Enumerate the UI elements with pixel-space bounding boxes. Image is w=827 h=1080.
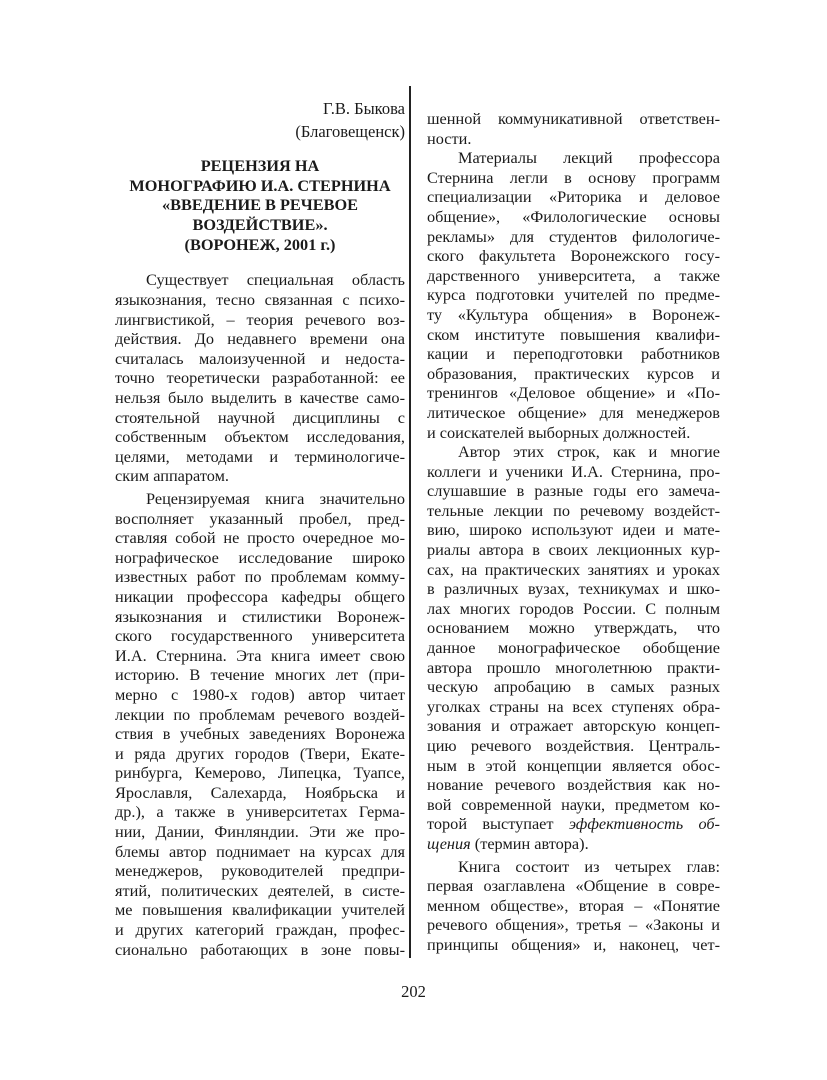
text-line: первая озаглавлена «Общение в совре-: [427, 876, 720, 896]
column-divider: [409, 86, 411, 958]
text-line: ме повышения квалификации учителей: [115, 900, 405, 920]
text-line: зования и отражает авторскую концеп-: [427, 716, 720, 736]
text-line: целями, методами и терминологиче-: [115, 446, 405, 466]
text-line: вию, широко используют идеи и мате-: [427, 520, 720, 540]
text-line: общение», «Филологические основы: [427, 206, 720, 226]
text-line: литическое общение» для менеджеров: [427, 402, 720, 422]
text-line: шенной коммуникативной ответствен-: [427, 109, 720, 128]
text-line: стоятельной научной дисциплины с: [115, 407, 405, 427]
text-line: ринбурга, Кемерово, Липецка, Туапсе,: [115, 763, 405, 783]
author-name: Г.В. Быкова: [323, 99, 405, 118]
title-line: РЕЦЕНЗИЯ НА: [200, 156, 320, 175]
paragraph: [427, 442, 720, 853]
text-line: тельные лекции по речевому воздейст-: [427, 500, 720, 520]
author-city: (Благовещенск): [295, 122, 405, 141]
text-line: ставляя собой не просто очередное мо-: [115, 528, 405, 548]
text-line: риалы автора в своих лекционных кур-: [427, 540, 720, 560]
text-line: нографическое исследование широко: [115, 547, 405, 567]
text-line: ным в этой концепции является обос-: [427, 755, 720, 775]
text-line: лах многих городов России. С полным: [427, 598, 720, 618]
text-line: И.А. Стернина. Эта книга имеет свою: [115, 645, 405, 665]
text-line: в различных вузах, техникумах и шко-: [427, 579, 720, 599]
text-line: уголках страны на всех ступенях обра-: [427, 696, 720, 716]
text-line: и других категорий граждан, профес-: [115, 920, 405, 940]
text-line: др.), а также в университетах Герма-: [115, 802, 405, 822]
text-line: языкознания и стилистики Воронеж-: [115, 606, 405, 626]
text-line: [427, 814, 720, 834]
text-line: нование речевого воздействия как но-: [427, 775, 720, 795]
text-line: дарственного университета, а также: [427, 265, 720, 285]
text-line: собственным объектом исследования,: [115, 427, 405, 447]
title-line: ВОЗДЕЙСТВИЕ».: [192, 215, 328, 235]
text-line: ским аппаратом.: [115, 466, 229, 486]
text-line: лингвистикой, – теория речевого воз-: [115, 309, 405, 329]
text-line: ского государственного университета: [115, 626, 405, 646]
text-line: сионально работающих в зоне повы-: [115, 939, 405, 959]
page-number: 202: [401, 982, 426, 1001]
text-segment: торой выступает: [427, 814, 569, 834]
text-line: ствия в учебных заведениях Воронежа: [115, 724, 405, 744]
text-line: нельзя было выделить в качестве само-: [115, 388, 405, 407]
text-line: менном обществе», вторая – «Понятие: [427, 895, 720, 915]
text-line: ческую апробацию в самых разных: [427, 677, 720, 697]
text-line: данное монографическое обобщение: [427, 638, 720, 658]
right-body: [427, 109, 720, 955]
text-line: кации и переподготовки работников: [427, 344, 720, 364]
right-column: [427, 109, 720, 955]
paragraph: [115, 270, 405, 486]
text-line: нии, Дании, Финляндии. Эти же про-: [115, 822, 405, 842]
paragraph: [427, 857, 720, 955]
title-line: «ВВЕДЕНИЕ В РЕЧЕВОЕ: [162, 195, 358, 215]
text-line: [427, 834, 720, 854]
text-line: автора прошло многолетнюю практи-: [427, 657, 720, 677]
text-line: Ярославля, Салехарда, Ноябрьска и: [115, 782, 405, 802]
paragraph: [427, 148, 720, 442]
text-line: принципы общения» и, наконец, чет-: [427, 934, 720, 954]
text-line: лекции по проблемам речевого воздей-: [115, 704, 405, 724]
text-line: ту «Культура общения» в Воронеж-: [427, 304, 720, 324]
text-line: мерно с 1980-х годов) автор читает: [115, 684, 405, 704]
title-line: МОНОГРАФИЮ И.А. СТЕРНИНА: [129, 175, 391, 195]
paragraph: [427, 109, 720, 148]
text-line: и ряда других городов (Твери, Екате-: [115, 743, 405, 763]
text-line: известных работ по проблемам комму-: [115, 567, 405, 587]
text-line: вой современной науки, предметом ко-: [427, 794, 720, 814]
italic-term: эффективность об-: [568, 814, 720, 834]
text-line: историю. В течение многих лет (при-: [115, 665, 405, 685]
text-line: никации профессора кафедры общего: [115, 586, 405, 606]
text-line: цию речевого воздействия. Централь-: [427, 736, 720, 755]
article-title: [115, 156, 405, 254]
text-line: сах, на практических занятиях и уроках: [427, 559, 720, 579]
text-line: ности.: [427, 128, 472, 148]
paragraph: [115, 489, 405, 959]
text-line: тренингов «Деловое общение» и «По-: [427, 383, 720, 403]
text-line: точно теоретически разработанной: ее: [115, 368, 405, 388]
text-line: Существует специальная область: [146, 270, 405, 290]
text-line: специализации «Риторика и деловое: [427, 187, 720, 207]
text-line: блемы автор поднимает на курсах для: [115, 841, 405, 861]
text-line: считалась малоизученной и недоста-: [115, 348, 405, 368]
text-line: ятий, политических деятелей, в систе-: [115, 880, 405, 900]
text-line: ского факультета Воронежского госу-: [427, 246, 720, 266]
left-column: [115, 97, 405, 959]
text-line: образования, практических курсов и: [427, 363, 720, 383]
text-line: слушавшие в разные годы его замеча-: [427, 481, 720, 501]
text-line: курса подготовки учителей по предме-: [427, 285, 720, 305]
text-line: действия. До недавнего времени она: [115, 329, 405, 349]
text-line: языкознания, тесно связанная с психо-: [115, 290, 405, 310]
text-line: ском институте повышения квалифи-: [427, 324, 720, 344]
text-line: Материалы лекций профессора: [458, 148, 720, 168]
italic-term: щения: [427, 833, 471, 853]
text-line: Стернина легли в основу программ: [427, 167, 720, 187]
text-line: Книга состоит из четырех глав:: [458, 856, 720, 876]
text-line: речевого общения», третья – «Законы и: [427, 915, 720, 935]
text-line: восполняет указанный пробел, пред-: [115, 508, 405, 528]
text-line: и соискателей выборных должностей.: [427, 422, 691, 442]
text-line: рекламы» для студентов филологиче-: [427, 226, 720, 246]
text-line: основанием можно утверждать, что: [427, 618, 720, 638]
left-body: [115, 270, 405, 959]
text-segment: (термин автора).: [470, 833, 589, 853]
text-line: менеджеров, руководителей предпри-: [115, 861, 405, 881]
text-line: коллеги и ученики И.А. Стернина, про-: [427, 461, 720, 481]
title-line: (ВОРОНЕЖ, 2001 г.): [184, 234, 336, 254]
text-line: Рецензируемая книга значительно: [146, 488, 405, 508]
text-line: Автор этих строк, как и многие: [458, 442, 720, 462]
